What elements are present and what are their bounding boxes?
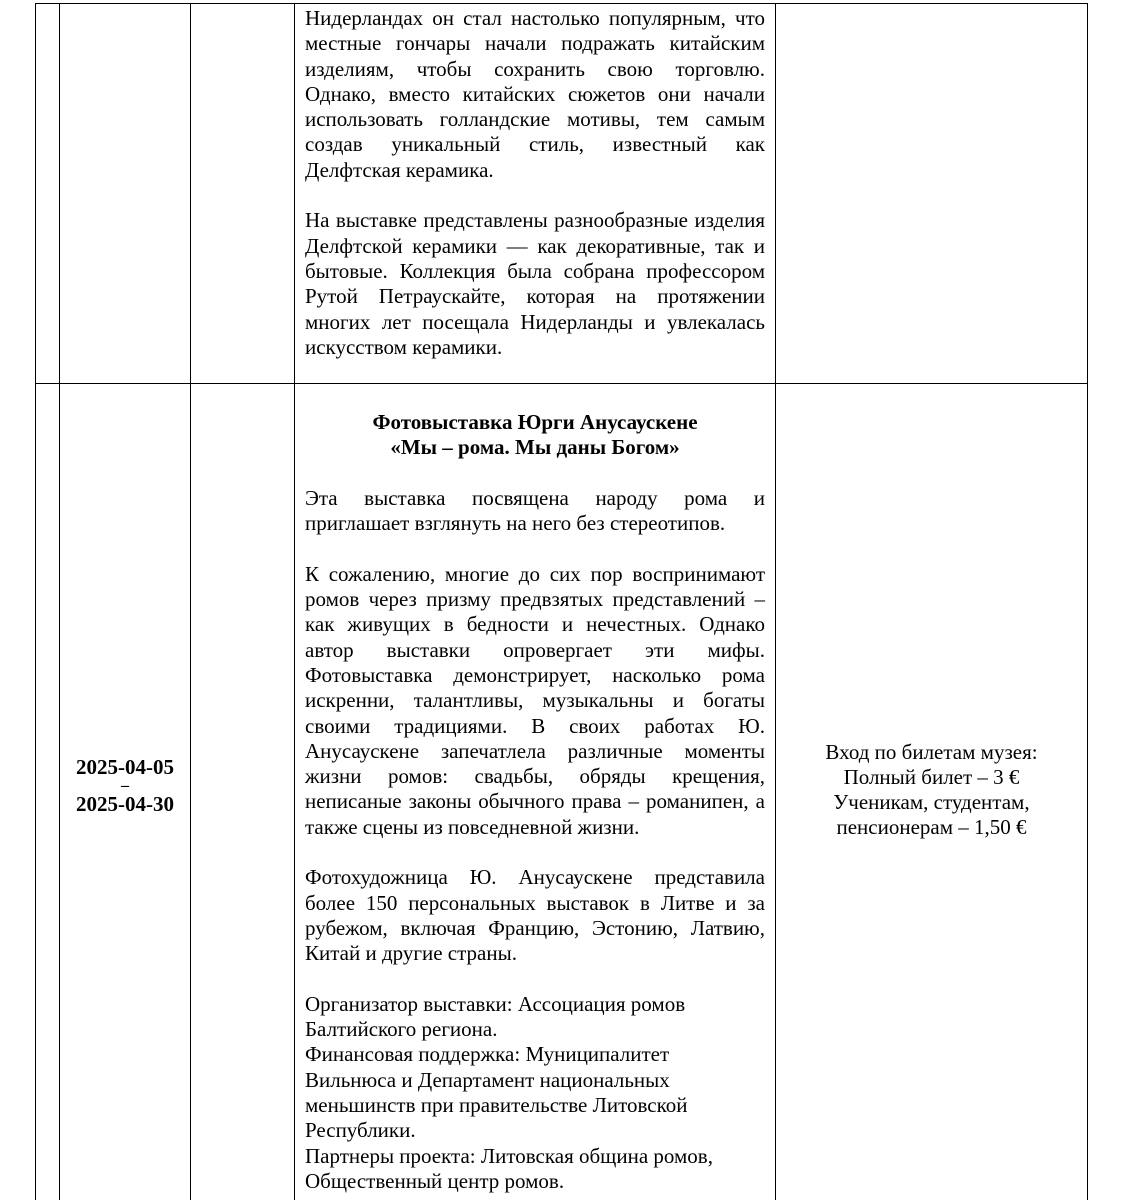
date-start: 2025-04-05 [76, 755, 174, 779]
table-row-divider [35, 383, 1088, 384]
exhibition-title-line1: Фотовыставка Юрги Анусаускене [372, 410, 698, 434]
row1-paragraph-2: На выставке представлены разнообразные изделия Делфтской керамики — как декоративные, так и бытовые. Коллекция была собрана профессором Рутой Петраускайте, которая на протяжении многих лет посещала Нидерланды и увлекалась искусством керамики. [305, 208, 765, 359]
row2-paragraph-3: Фотохудожница Ю. Анусаускене представила более 150 персональных выставок в Литве и за рубежом, включая Францию, Эстонию, Латвию, Китай и другие страны. [305, 865, 765, 966]
exhibition-title-line2: «Мы – рома. Мы даны Богом» [390, 435, 680, 460]
table-column-divider-4 [775, 4, 776, 1200]
organizer-line: Общественный центр ромов. [305, 1168, 565, 1193]
row2-paragraph-2: К сожалению, многие до сих пор воспринимают ромов через призму предвзятых представлений – как живущих в бедности и нечестных. Однако автор выставки опровергает эти мифы. Фотовыставка демонстрирует, насколько рома искренни, талантливы, музыкальны и богаты своими традициями. В своих работах Ю. Анусаускене запечатлела различные моменты жизни ромов: свадьбы, обряды крещения, неписаные законы обычного права – романипен, а также сцены из повседневной жизни. [305, 561, 765, 839]
date-end: 2025-04-30 [76, 792, 174, 816]
organizer-block [305, 992, 765, 1194]
organizer-line: Партнеры проекта: Литовская община ромов, [305, 1143, 713, 1168]
row2-paragraph-1: Эта выставка посвящена народу рома и приглашает взглянуть на него без стереотипов. [305, 485, 765, 536]
row2-description [305, 410, 765, 1194]
price-line: Полный билет – 3 € [843, 765, 1020, 789]
table-border-right [1087, 4, 1088, 1200]
row1-paragraph-1: Нидерландах он стал настолько популярным, что местные гончары начали подражать китайским изделиям, чтобы сохранить свою торговлю. Однако, вместо китайских сюжетов они начали использовать голландские мотивы, тем самым создав уникальный стиль, известный как Делфтская керамика. [305, 6, 765, 182]
organizer-line: Республики. [305, 1118, 416, 1143]
table-column-divider-3 [294, 4, 295, 1200]
organizer-line: Балтийского региона. [305, 1017, 498, 1042]
organizer-line: меньшинств при правительстве Литовской [305, 1093, 688, 1118]
price-line: Ученикам, студентам, [833, 790, 1030, 814]
table-column-divider-2 [190, 4, 191, 1200]
table-border-top [35, 3, 1088, 4]
row2-price-info [776, 740, 1087, 840]
date-separator: – [121, 777, 129, 794]
organizer-line: Организатор выставки: Ассоциация ромов [305, 991, 686, 1016]
table-column-divider-1 [59, 4, 60, 1200]
table-border-left [35, 4, 36, 1200]
row2-dates [60, 755, 190, 817]
organizer-line: Вильнюса и Департамент национальных [305, 1067, 670, 1092]
price-line: Вход по билетам музея: [825, 740, 1038, 764]
row1-description [305, 6, 765, 360]
organizer-line: Финансовая поддержка: Муниципалитет [305, 1042, 670, 1067]
price-line: пенсионерам – 1,50 € [836, 815, 1027, 839]
